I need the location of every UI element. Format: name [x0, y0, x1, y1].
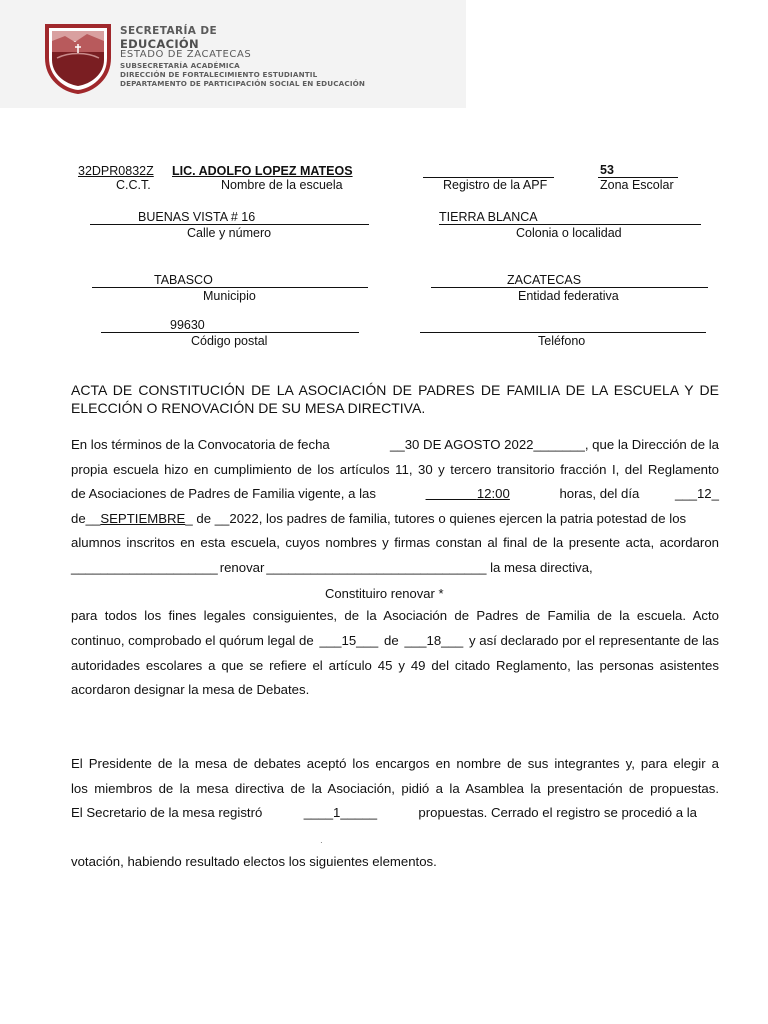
- propuestas-field[interactable]: ____1_____: [303, 805, 378, 820]
- accion-value: renovar: [219, 560, 265, 575]
- fecha-field[interactable]: __30 DE AGOSTO 2022_______, que la Dirección de la: [390, 437, 719, 452]
- municipio-value[interactable]: TABASCO: [154, 273, 213, 287]
- para1-text-b: , que la Dirección de la: [584, 437, 719, 452]
- para1-text-d: de Asociaciones de Padres de Familia vigente, a las: [71, 486, 376, 501]
- para1-text-g: de: [196, 511, 212, 526]
- para1-line4: [71, 511, 719, 526]
- zona-label: Zona Escolar: [600, 178, 674, 192]
- para2-line2: [71, 633, 719, 648]
- header-estado: ESTADO DE ZACATECAS: [120, 49, 252, 60]
- entidad-underline: [431, 287, 708, 288]
- para1-line3: [71, 486, 719, 501]
- colonia-underline: [439, 224, 701, 225]
- dia-value: 12: [696, 486, 712, 501]
- cct-label: C.C.T.: [116, 178, 151, 192]
- colonia-value[interactable]: TIERRA BLANCA: [439, 210, 538, 224]
- para2-line3: autoridades escolares a que se refiere el artículo 45 y 49 del citado Reglamento, las personas asistentes: [71, 658, 719, 673]
- para1-line2: propia escuela hizo en cumplimiento de los artículos 11, 30 y tercero transitorio fracción I, del Reglamento: [71, 462, 719, 477]
- quorum1-value: 15: [341, 633, 357, 648]
- para2-text-c: de: [384, 633, 399, 648]
- para1-text-j: la mesa directiva,: [490, 560, 593, 575]
- anio-value: 2022: [229, 511, 259, 526]
- para3-line2: los miembros de la mesa directiva de la Asociación, pidió a la Asamblea la presentación de propuestas.: [71, 781, 719, 796]
- street-value[interactable]: BUENAS VISTA # 16: [138, 210, 256, 224]
- secretaria-logo-icon: [43, 22, 113, 94]
- quorum1-field[interactable]: ___15___: [319, 633, 379, 648]
- constituir-hint: Constituiro renovar *: [325, 586, 444, 601]
- entidad-value[interactable]: ZACATECAS: [507, 273, 582, 287]
- mes-value: SEPTIEMBRE: [100, 511, 186, 526]
- cp-underline: [101, 332, 359, 333]
- fecha-value: 30 DE AGOSTO 2022: [404, 437, 534, 452]
- para3-line4: votación, habiendo resultado electos los siguientes elementos.: [71, 854, 437, 869]
- para1-text-f: de: [71, 511, 86, 526]
- street-underline: [90, 224, 369, 225]
- para1-line1: [71, 437, 719, 452]
- para3-text-d: propuestas. Cerrado el registro se procedió a la: [418, 805, 697, 820]
- para2-text-d: y así declarado por el representante de las: [469, 633, 719, 648]
- quorum2-value: 18: [426, 633, 442, 648]
- anio-field[interactable]: __2022: [214, 511, 259, 526]
- propuestas-value: 1: [333, 805, 341, 820]
- para2-line4: acordaron designar la mesa de Debates.: [71, 682, 310, 697]
- hora-field[interactable]: [426, 486, 510, 501]
- colonia-label: Colonia o localidad: [516, 226, 622, 240]
- acta-title-line1: ACTA DE CONSTITUCIÓN DE LA ASOCIACIÓN DE PADRES DE FAMILIA DE LA ESCUELA Y DE: [71, 382, 719, 398]
- mes-field[interactable]: __SEPTIEMBRE_: [85, 511, 193, 526]
- dia-field[interactable]: ___12_: [674, 486, 719, 501]
- para1-line6: [71, 560, 719, 575]
- para1-text-e: horas, del día: [559, 486, 640, 501]
- para3-line3: [71, 805, 697, 820]
- para2-line1: para todos los fines legales consiguientes, de la Asociación de Padres de Familia de la escuela. Acto: [71, 608, 719, 623]
- para3-text-c: El Secretario de la mesa registró: [71, 805, 263, 820]
- municipio-underline: [92, 287, 368, 288]
- para2-text-b: continuo, comprobado el quórum legal de: [71, 633, 314, 648]
- quorum2-field[interactable]: ___18___: [404, 633, 464, 648]
- apf-label: Registro de la APF: [443, 178, 548, 192]
- header-secretaria: SECRETARÍA DE: [120, 25, 218, 37]
- cct-value[interactable]: 32DPR0832Z: [78, 164, 154, 178]
- accion-field[interactable]: ____________________ renovar ______________________________: [71, 560, 487, 575]
- para1-text-h: , los padres de familia, tutores o quienes ejercen la patria potestad de los: [258, 511, 687, 526]
- telefono-underline[interactable]: [420, 332, 706, 333]
- header-educacion: EDUCACIÓN: [120, 37, 199, 51]
- zona-value[interactable]: 53: [600, 163, 614, 177]
- header-subsecretaria: SUBSECRETARÍA ACADÉMICA: [120, 61, 240, 70]
- acta-title-line2: ELECCIÓN O RENOVACIÓN DE SU MESA DIRECTIVA.: [71, 400, 426, 416]
- cp-value[interactable]: 99630: [170, 318, 205, 332]
- street-label: Calle y número: [187, 226, 272, 240]
- para1-text-a: En los términos de la Convocatoria de fecha: [71, 437, 330, 452]
- para3-line1: El Presidente de la mesa de debates aceptó los encargos en nombre de sus integrantes y, para elegir a: [71, 756, 719, 771]
- header-departamento: DEPARTAMENTO DE PARTICIPACIÓN SOCIAL EN EDUCACIÓN: [120, 79, 366, 88]
- school-value[interactable]: LIC. ADOLFO LOPEZ MATEOS: [172, 164, 353, 178]
- municipio-label: Municipio: [203, 289, 256, 303]
- cp-label: Código postal: [191, 334, 268, 348]
- telefono-label: Teléfono: [538, 334, 586, 348]
- para1-line5: alumnos inscritos en esta escuela, cuyos nombres y firmas constan al final de la presente acta, acordaron: [71, 535, 719, 550]
- header-direccion: DIRECCIÓN DE FORTALECIMIENTO ESTUDIANTIL: [120, 70, 318, 79]
- entidad-label: Entidad federativa: [518, 289, 619, 303]
- stray-mark: ·: [320, 838, 323, 847]
- school-label: Nombre de la escuela: [221, 178, 343, 192]
- hora-value: 12:00: [476, 486, 510, 501]
